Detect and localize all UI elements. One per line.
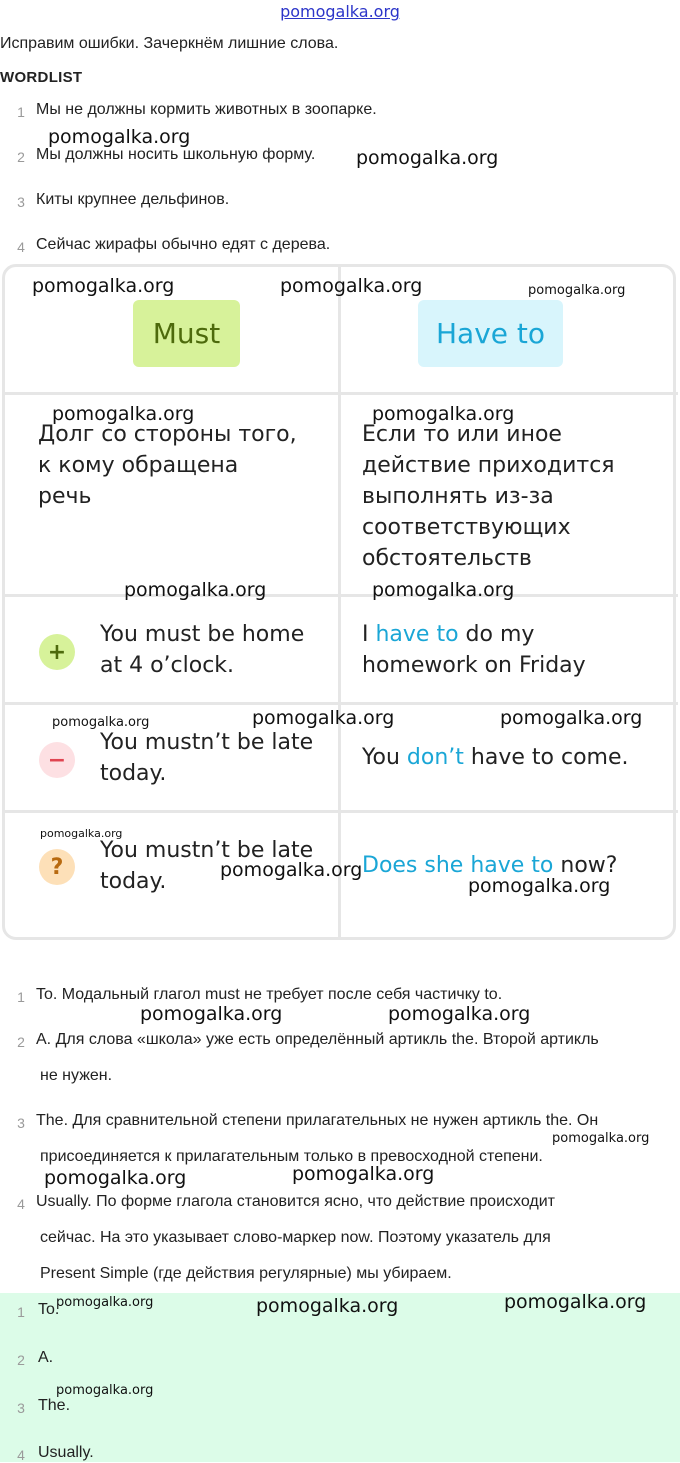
list-item: Мы не должны кормить животных в зоопарке. — [36, 101, 377, 118]
table-divider — [338, 266, 341, 938]
watermark: pomogalka.org — [56, 1383, 154, 1398]
watermark: pomogalka.org — [252, 707, 395, 729]
list-number: 1 — [17, 989, 25, 1005]
plus-icon: + — [39, 634, 75, 670]
watermark: pomogalka.org — [504, 1291, 647, 1313]
list-item-continuation: сейчас. На это указывает слово-маркер now. Поэтому указатель для — [40, 1229, 551, 1246]
list-number: 1 — [17, 104, 25, 120]
list-item: To. Модальный глагол must не требует после себя частичку to. — [36, 986, 503, 1003]
must-header: Must — [133, 300, 240, 367]
list-item-continuation: присоединяется к прилагательным только в превосходной степени. — [40, 1148, 543, 1165]
must-question-example: You mustn’t be late today. — [100, 838, 314, 894]
list-number: 2 — [17, 149, 25, 165]
watermark: pomogalka.org — [388, 1003, 531, 1025]
list-number: 2 — [17, 1034, 25, 1050]
list-number: 3 — [17, 194, 25, 210]
answer-item: The. — [38, 1397, 71, 1414]
list-item-continuation: не нужен. — [40, 1067, 113, 1084]
list-item: Usually. По форме глагола становится ясно, что действие происходит — [36, 1193, 555, 1210]
list-item: Мы должны носить школьную форму. — [36, 146, 316, 163]
list-number: 3 — [17, 1115, 25, 1131]
list-number: 4 — [17, 239, 25, 255]
list-number: 3 — [17, 1400, 25, 1416]
watermark: pomogalka.org — [44, 1167, 187, 1189]
watermark: pomogalka.org — [372, 403, 515, 425]
must-negative-example: You mustn’t be late today. — [100, 730, 314, 786]
task-instruction: Исправим ошибки. Зачеркнём лишние слова. — [0, 35, 339, 52]
watermark: pomogalka.org — [552, 1131, 650, 1146]
list-item: The. Для сравнительной степени прилагательных не нужен артикль the. Он — [36, 1112, 599, 1129]
list-number: 4 — [17, 1196, 25, 1212]
watermark: pomogalka.org — [468, 875, 611, 897]
watermark: pomogalka.org — [124, 579, 267, 601]
watermark: pomogalka.org — [220, 859, 363, 881]
list-item: Киты крупнее дельфинов. — [36, 191, 230, 208]
watermark: pomogalka.org — [500, 707, 643, 729]
wordlist-heading: WORDLIST — [0, 69, 83, 86]
answer-item: Usually. — [38, 1444, 94, 1461]
watermark: pomogalka.org — [528, 283, 626, 298]
must-affirmative-example: You must be home at 4 o’clock. — [100, 622, 305, 678]
list-item: A. Для слова «школа» уже есть определённый артикль the. Второй артикль — [36, 1031, 599, 1048]
watermark: pomogalka.org — [48, 126, 191, 148]
watermark: pomogalka.org — [40, 827, 123, 840]
site-link[interactable]: pomogalka.org — [280, 2, 400, 21]
list-number: 4 — [17, 1447, 25, 1463]
have-to-description: Если то или иное действие приходится выполнять из-за соответствующих обстоятельств — [362, 422, 615, 571]
answers-panel — [0, 1293, 680, 1462]
watermark: pomogalka.org — [140, 1003, 283, 1025]
minus-icon: − — [39, 742, 75, 778]
list-number: 2 — [17, 1352, 25, 1368]
answer-item: A. — [38, 1349, 54, 1366]
list-item-continuation: Present Simple (где действия регулярные) мы убираем. — [40, 1265, 452, 1282]
list-item: Сейчас жирафы обычно едят с дерева. — [36, 236, 331, 253]
watermark: pomogalka.org — [372, 579, 515, 601]
watermark: pomogalka.org — [356, 147, 499, 169]
must-description: Долг со стороны того, к кому обращена речь — [38, 422, 297, 509]
question-icon: ? — [39, 849, 75, 885]
answer-item: To. — [38, 1301, 60, 1318]
watermark: pomogalka.org — [56, 1295, 154, 1310]
watermark: pomogalka.org — [256, 1295, 399, 1317]
watermark: pomogalka.org — [52, 715, 150, 730]
watermark: pomogalka.org — [280, 275, 423, 297]
have-to-header: Have to — [418, 300, 563, 367]
list-number: 1 — [17, 1304, 25, 1320]
watermark: pomogalka.org — [32, 275, 175, 297]
have-to-question-example: Does she have to now? — [362, 853, 618, 878]
have-to-affirmative-example: I have to do my homework on Friday — [362, 622, 586, 678]
watermark: pomogalka.org — [292, 1163, 435, 1185]
watermark: pomogalka.org — [52, 403, 195, 425]
have-to-negative-example: You don’t have to come. — [362, 745, 629, 770]
